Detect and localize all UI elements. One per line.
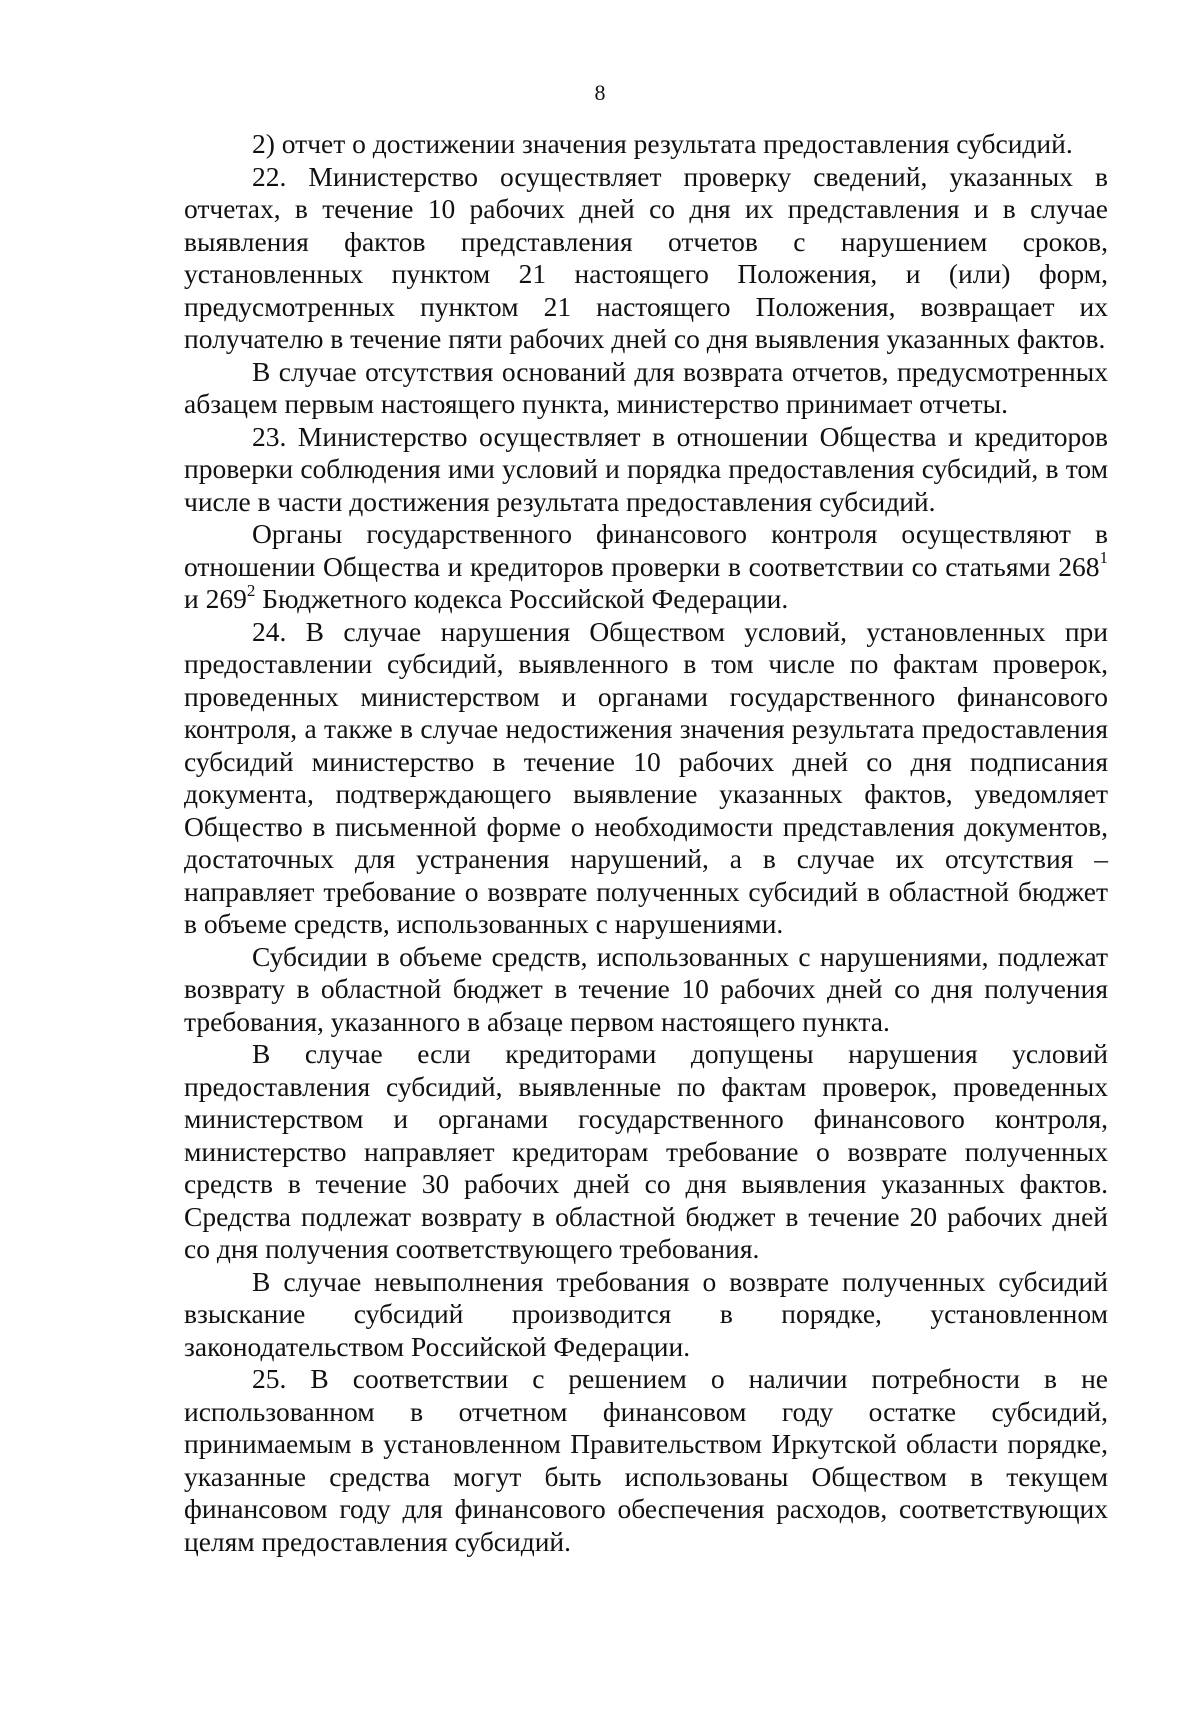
page-number: 8	[594, 80, 606, 105]
paragraph-22-part-2: В случае отсутствия оснований для возврата отчетов, предусмотренных абзацем первым настоящего пункта, министерство принимает отчеты.	[184, 355, 1108, 419]
document-body	[184, 128, 1108, 1558]
paragraph-24-part-4: В случае невыполнения требования о возврате полученных субсидий взыскание субсидий производится в порядке, установленном законодательством Российской Федерации.	[184, 1265, 1108, 1362]
text-segment: и 269	[184, 583, 247, 614]
paragraph-24: 24. В случае нарушения Обществом условий, установленных при предоставлении субсидий, выявленного в том числе по фактам проверок, проведенных министерством и органами государственного финансового контроля, а также в случае недостижения значения результата предоставления субсидий министерство в течение 10 рабочих дней со дня подписания документа, подтверждающего выявление указанных фактов, уведомляет Общество в письменной форме о необходимости представления документов, достаточных для устранения нарушений, а в случае их отсутствия – направляет требование о возврате полученных субсидий в областной бюджет в объеме средств, использованных с нарушениями.	[184, 615, 1108, 939]
paragraph-25: 25. В соответствии с решением о наличии потребности в не использованном в отчетном финансовом году остатке субсидий, принимаемым в установленном Правительством Иркутской области порядке, указанные средства могут быть использованы Обществом в текущем финансовом году для финансового обеспечения расходов, соответствующих целям предоставления субсидий.	[184, 1363, 1108, 1557]
paragraph-24-part-2: Субсидии в объеме средств, использованных с нарушениями, подлежат возврату в областной бюджет в течение 10 рабочих дней со дня получения требования, указанного в абзаце первом настоящего пункта.	[184, 940, 1108, 1037]
paragraph-23-part-2	[184, 518, 1108, 616]
paragraph-22: 22. Министерство осуществляет проверку сведений, указанных в отчетах, в течение 10 рабочих дней со дня их представления и в случае выявления фактов представления отчетов с нарушением сроков, установленных пунктом 21 настоящего Положения, и (или) форм, предусмотренных пунктом 21 настоящего Положения, возвращает их получателю в течение пяти рабочих дней со дня выявления указанных фактов.	[184, 160, 1108, 354]
superscript: 1	[1099, 548, 1108, 568]
superscript: 2	[246, 580, 256, 600]
paragraph-23: 23. Министерство осуществляет в отношении Общества и кредиторов проверки соблюдения ими условий и порядка предоставления субсидий, в том числе в части достижения результата предоставления субсидий.	[184, 420, 1108, 517]
paragraph-24-part-3: В случае если кредиторами допущены нарушения условий предоставления субсидий, выявленные по фактам проверок, проведенных министерством и органами государственного финансового контроля, министерство направляет кредиторам требование о возврате полученных средств в течение 30 рабочих дней со дня выявления указанных фактов. Средства подлежат возврату в областной бюджет в течение 20 рабочих дней со дня получения соответствующего требования.	[184, 1038, 1108, 1264]
text-segment: Органы государственного финансового контроля осуществляют в отношении Общества и кредиторов проверки в соответствии со статьями 268	[184, 518, 1108, 582]
text-segment: Бюджетного кодекса Российской Федерации.	[255, 583, 789, 614]
paragraph-21-item-2: 2) отчет о достижении значения результата предоставления субсидий.	[252, 128, 1073, 159]
